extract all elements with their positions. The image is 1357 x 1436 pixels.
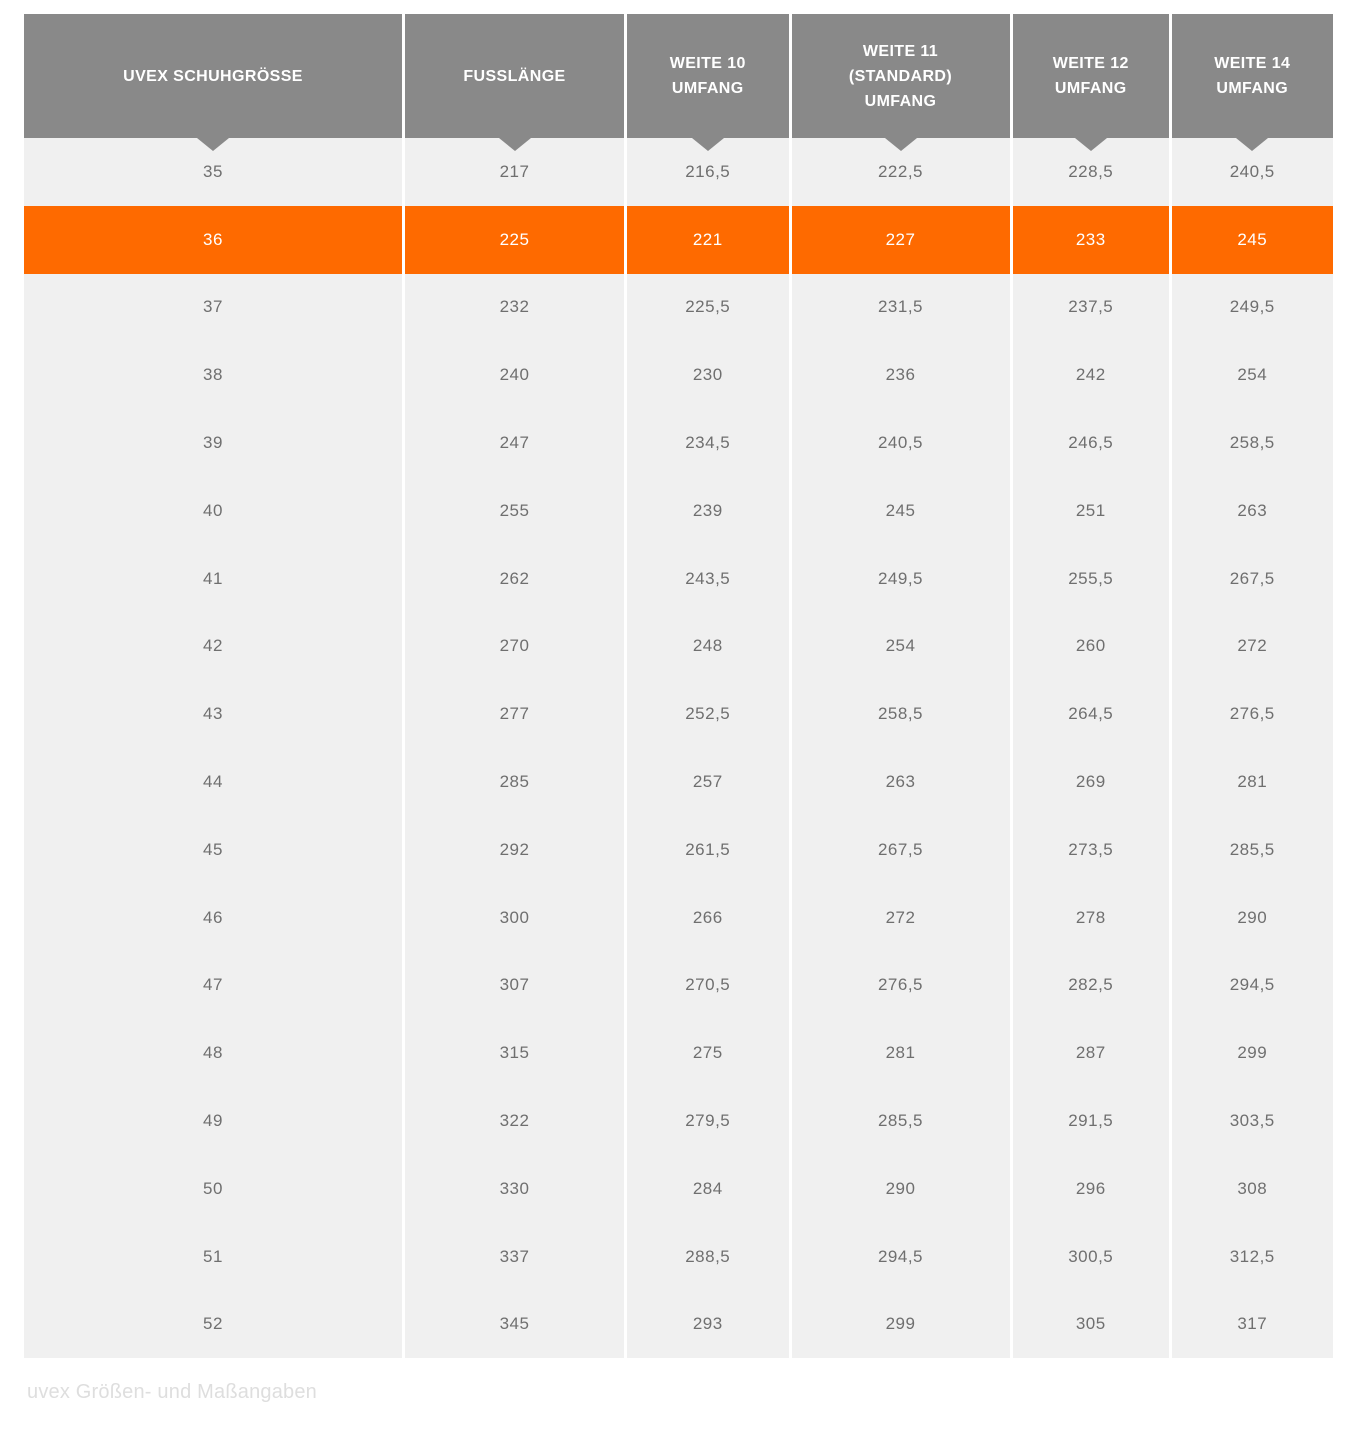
column-header-line: WEITE 10 — [669, 55, 746, 72]
cell-weite-14: 312,5 — [1172, 1223, 1333, 1291]
cell-weite-14: 294,5 — [1172, 952, 1333, 1020]
column-header-line: UMFANG — [1216, 80, 1289, 97]
size-table — [24, 14, 1333, 1358]
cell-weite-14: 290 — [1172, 884, 1333, 952]
cell-fusslaenge: 277 — [405, 680, 624, 748]
cell-weite-12: 300,5 — [1013, 1223, 1170, 1291]
cell-schuhgroesse: 45 — [24, 816, 402, 884]
cell-weite-10: 284 — [627, 1155, 789, 1223]
cell-fusslaenge: 315 — [405, 1019, 624, 1087]
cell-weite-12: 291,5 — [1013, 1087, 1170, 1155]
cell-weite-10: 293 — [627, 1291, 789, 1359]
cell-weite-12: 242 — [1013, 341, 1170, 409]
cell-weite-11: 236 — [792, 341, 1010, 409]
cell-weite-11: 263 — [792, 748, 1010, 816]
cell-schuhgroesse: 35 — [24, 138, 402, 206]
size-chart-page — [0, 14, 1357, 1404]
column-header-fusslaenge — [405, 14, 624, 138]
cell-weite-14: 254 — [1172, 341, 1333, 409]
cell-weite-11: 272 — [792, 884, 1010, 952]
cell-weite-11: 294,5 — [792, 1223, 1010, 1291]
column-header-weite-11 — [792, 14, 1010, 138]
cell-weite-11: 222,5 — [792, 138, 1010, 206]
cell-weite-14: 249,5 — [1172, 274, 1333, 342]
cell-weite-11: 227 — [792, 206, 1010, 274]
cell-weite-12: 237,5 — [1013, 274, 1170, 342]
cell-fusslaenge: 307 — [405, 952, 624, 1020]
cell-weite-12: 296 — [1013, 1155, 1170, 1223]
cell-weite-12: 246,5 — [1013, 409, 1170, 477]
cell-fusslaenge: 262 — [405, 545, 624, 613]
cell-fusslaenge: 270 — [405, 613, 624, 681]
cell-schuhgroesse: 41 — [24, 545, 402, 613]
column-header-weite-10 — [627, 14, 789, 138]
cell-weite-12: 264,5 — [1013, 680, 1170, 748]
cell-weite-14: 299 — [1172, 1019, 1333, 1087]
cell-weite-10: 216,5 — [627, 138, 789, 206]
cell-schuhgroesse: 44 — [24, 748, 402, 816]
cell-schuhgroesse: 37 — [24, 274, 402, 342]
cell-fusslaenge: 247 — [405, 409, 624, 477]
cell-fusslaenge: 345 — [405, 1291, 624, 1359]
column-header-line: UMFANG — [864, 92, 937, 110]
cell-weite-12: 255,5 — [1013, 545, 1170, 613]
cell-weite-10: 230 — [627, 341, 789, 409]
cell-weite-14: 258,5 — [1172, 409, 1333, 477]
column-header-line: WEITE 11 — [862, 42, 939, 60]
cell-schuhgroesse: 48 — [24, 1019, 402, 1087]
cell-weite-11: 299 — [792, 1291, 1010, 1359]
cell-fusslaenge: 292 — [405, 816, 624, 884]
column-header-line: WEITE 12 — [1052, 55, 1129, 72]
cell-schuhgroesse: 36 — [24, 206, 402, 274]
column-header-line: WEITE 14 — [1214, 55, 1291, 72]
table-caption: uvex Größen- und Maßangaben — [27, 1381, 318, 1404]
cell-fusslaenge: 217 — [405, 138, 624, 206]
cell-fusslaenge: 255 — [405, 477, 624, 545]
cell-schuhgroesse: 52 — [24, 1291, 402, 1359]
cell-weite-14: 267,5 — [1172, 545, 1333, 613]
column-header-weite-12 — [1013, 14, 1170, 138]
column-header-line: FUSSLÄNGE — [463, 67, 566, 85]
cell-weite-11: 254 — [792, 613, 1010, 681]
cell-weite-14: 285,5 — [1172, 816, 1333, 884]
cell-fusslaenge: 240 — [405, 341, 624, 409]
cell-weite-14: 240,5 — [1172, 138, 1333, 206]
cell-weite-10: 279,5 — [627, 1087, 789, 1155]
cell-weite-10: 266 — [627, 884, 789, 952]
cell-schuhgroesse: 40 — [24, 477, 402, 545]
cell-weite-12: 233 — [1013, 206, 1170, 274]
cell-fusslaenge: 330 — [405, 1155, 624, 1223]
column-header-line: UMFANG — [1054, 80, 1127, 97]
column-header-line: UVEX SCHUHGRÖSSE — [123, 67, 303, 85]
cell-schuhgroesse: 46 — [24, 884, 402, 952]
cell-fusslaenge: 300 — [405, 884, 624, 952]
cell-weite-10: 248 — [627, 613, 789, 681]
cell-weite-11: 245 — [792, 477, 1010, 545]
cell-weite-11: 258,5 — [792, 680, 1010, 748]
cell-weite-11: 249,5 — [792, 545, 1010, 613]
cell-weite-14: 308 — [1172, 1155, 1333, 1223]
cell-schuhgroesse: 39 — [24, 409, 402, 477]
cell-weite-11: 231,5 — [792, 274, 1010, 342]
cell-schuhgroesse: 38 — [24, 341, 402, 409]
cell-weite-14: 245 — [1172, 206, 1333, 274]
cell-weite-14: 317 — [1172, 1291, 1333, 1359]
cell-weite-10: 234,5 — [627, 409, 789, 477]
cell-weite-10: 275 — [627, 1019, 789, 1087]
cell-weite-10: 243,5 — [627, 545, 789, 613]
cell-weite-12: 260 — [1013, 613, 1170, 681]
cell-weite-14: 281 — [1172, 748, 1333, 816]
cell-fusslaenge: 285 — [405, 748, 624, 816]
column-header-schuhgroesse — [24, 14, 402, 138]
cell-weite-10: 225,5 — [627, 274, 789, 342]
cell-weite-10: 257 — [627, 748, 789, 816]
cell-weite-12: 273,5 — [1013, 816, 1170, 884]
cell-weite-11: 240,5 — [792, 409, 1010, 477]
cell-weite-14: 276,5 — [1172, 680, 1333, 748]
cell-fusslaenge: 337 — [405, 1223, 624, 1291]
cell-fusslaenge: 225 — [405, 206, 624, 274]
cell-weite-12: 251 — [1013, 477, 1170, 545]
cell-fusslaenge: 322 — [405, 1087, 624, 1155]
cell-weite-14: 272 — [1172, 613, 1333, 681]
column-header-line: UMFANG — [671, 80, 744, 97]
cell-schuhgroesse: 43 — [24, 680, 402, 748]
cell-weite-12: 287 — [1013, 1019, 1170, 1087]
cell-weite-12: 278 — [1013, 884, 1170, 952]
cell-schuhgroesse: 42 — [24, 613, 402, 681]
cell-weite-12: 269 — [1013, 748, 1170, 816]
column-header-weite-14 — [1172, 14, 1333, 138]
cell-fusslaenge: 232 — [405, 274, 624, 342]
cell-weite-11: 290 — [792, 1155, 1010, 1223]
cell-weite-12: 305 — [1013, 1291, 1170, 1359]
cell-weite-12: 282,5 — [1013, 952, 1170, 1020]
cell-weite-11: 285,5 — [792, 1087, 1010, 1155]
cell-weite-14: 303,5 — [1172, 1087, 1333, 1155]
cell-weite-11: 267,5 — [792, 816, 1010, 884]
cell-weite-10: 288,5 — [627, 1223, 789, 1291]
cell-schuhgroesse: 49 — [24, 1087, 402, 1155]
cell-weite-14: 263 — [1172, 477, 1333, 545]
cell-weite-10: 261,5 — [627, 816, 789, 884]
cell-schuhgroesse: 50 — [24, 1155, 402, 1223]
cell-weite-10: 239 — [627, 477, 789, 545]
cell-weite-11: 281 — [792, 1019, 1010, 1087]
column-header-line: (STANDARD) — [848, 67, 953, 85]
cell-weite-11: 276,5 — [792, 952, 1010, 1020]
cell-schuhgroesse: 51 — [24, 1223, 402, 1291]
cell-weite-10: 270,5 — [627, 952, 789, 1020]
cell-weite-12: 228,5 — [1013, 138, 1170, 206]
cell-schuhgroesse: 47 — [24, 952, 402, 1020]
cell-weite-10: 252,5 — [627, 680, 789, 748]
cell-weite-10: 221 — [627, 206, 789, 274]
